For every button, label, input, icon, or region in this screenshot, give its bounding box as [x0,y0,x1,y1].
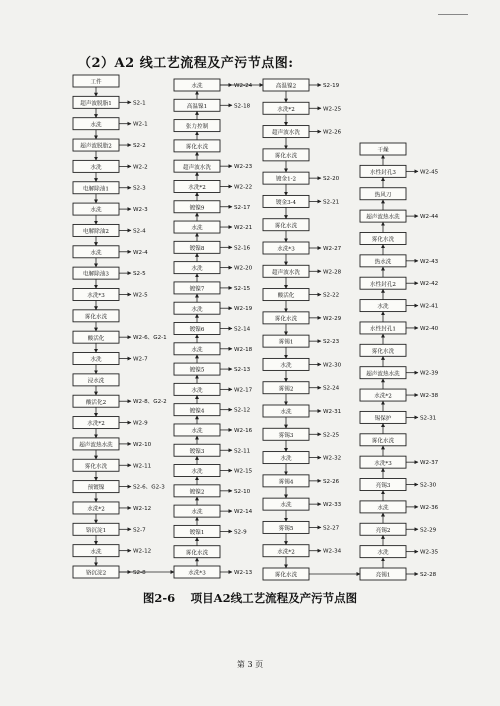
step-label: 水洗 [191,225,203,232]
step-label: 雾锡5 [278,526,294,533]
step-label: 雾化水洗 [84,463,108,470]
pollution-node-label: S2-25 [323,432,340,439]
step-label: 雾锡1 [278,339,294,346]
pollution-node-label: S2-17 [234,204,251,211]
process-step [263,312,309,324]
process-step [73,353,119,365]
pollution-node-label: W2-44 [420,214,439,221]
step-label: 水洗*2 [87,506,105,513]
step-label: 铬沉淀2 [85,570,107,577]
pollution-node-label: S2-26 [323,478,340,485]
process-step [73,545,119,557]
step-label: 干燥 [377,147,389,154]
process-step [174,343,220,355]
step-label: 超声波水洗 [183,164,211,171]
step-label: 水洗 [90,250,102,257]
process-step [174,465,220,477]
step-label: 雾化水洗 [274,153,298,160]
pollution-node-label: W2-1 [133,121,148,128]
step-label: 镀镍4 [189,408,205,415]
pollution-node-label: W2-43 [420,258,439,265]
pollution-node-label: W2-24 [234,83,253,89]
pollution-node-label: W2-25 [323,106,342,113]
process-step [360,210,406,222]
process-step [360,523,406,535]
step-label: 超声波脱脂1 [80,100,112,107]
step-label: 雾化水洗 [185,550,209,557]
step-label: 水洗*3 [188,570,206,577]
step-label: 张力控制 [185,124,209,131]
step-label: 水洗 [280,363,292,370]
pollution-node-label: W2-45 [420,169,439,176]
pollution-node-label: S2-10 [234,488,251,495]
process-step [360,389,406,401]
pollution-node-label: S2-16 [234,245,251,252]
step-label: 热风刀 [374,192,392,199]
step-label: 水洗 [377,304,389,311]
pollution-node-label: W2-34 [323,548,342,555]
process-step [174,221,220,233]
pollution-node-label: W2-14 [234,509,253,516]
step-label: 水洗 [90,207,102,214]
pollution-node-label: W2-38 [420,393,439,400]
process-step [174,546,220,558]
step-label: 水洗 [191,428,203,435]
process-step [73,459,119,471]
process-step [174,566,220,578]
pollution-node-label: W2-21 [234,225,253,232]
pollution-node-label: W2-13 [234,570,253,576]
pollution-node-label: S2-6、G2-3 [133,484,165,491]
process-step [360,300,406,312]
step-label: 亮锡3 [375,483,391,490]
step-label: 雾化水洗 [371,237,395,244]
process-step [263,79,309,91]
step-label: 镀镍2 [189,489,205,496]
process-step [360,165,406,177]
pollution-node-label: W2-8、G2-2 [133,399,167,406]
process-step [174,485,220,497]
step-label: 水洗*2 [277,106,295,113]
step-label: 亮锡1 [375,572,391,579]
process-step [73,224,119,236]
pollution-node-label: W2-17 [234,387,253,394]
step-label: 水洗*2 [277,549,295,556]
step-label: 雾化水洗 [185,144,209,151]
pollution-node-label: S2-8 [133,570,146,576]
pollution-node-label: S2-29 [420,527,437,534]
step-label: 浸水洗 [87,378,105,385]
pollution-node-label: W2-26 [323,129,342,136]
pollution-node-label: W2-10 [133,441,152,448]
step-label: 水洗*3 [87,293,105,300]
step-label: 超声波热水洗 [79,442,113,449]
process-step [174,505,220,517]
process-step [174,180,220,192]
process-step [263,498,309,510]
step-label: 预镀镍 [87,485,105,492]
pollution-node-label: S2-20 [323,176,340,183]
pollution-node-label: W2-5 [133,292,148,299]
process-step [360,434,406,446]
step-label: 水洗 [280,502,292,509]
process-step [263,195,309,207]
page-title: （2）A2 线工艺流程及产污节点图: [78,56,294,71]
step-label: 酸活化 [87,335,105,342]
step-label: 水洗 [191,469,203,476]
process-step [360,456,406,468]
pollution-node-label: S2-27 [323,525,340,532]
process-step [360,143,406,155]
process-step [73,139,119,151]
process-step [73,395,119,407]
step-label: 镀镍6 [189,327,205,334]
process-step [360,546,406,558]
process-step [263,428,309,440]
process-step [174,323,220,335]
pollution-node-label: W2-41 [420,303,439,310]
step-label: 雾化水洗 [274,223,298,230]
step-label: 热水洗 [374,259,392,266]
pollution-node-label: W2-40 [420,325,439,332]
process-step [174,282,220,294]
step-label: 工件 [90,79,102,86]
process-step [360,411,406,423]
process-step [174,404,220,416]
process-step [174,302,220,314]
process-step [73,438,119,450]
pollution-node-label: S2-1 [133,100,146,107]
step-label: 镀金3-4 [275,200,297,207]
step-label: 镀镍8 [189,245,205,252]
pollution-node-label: W2-37 [420,460,439,467]
step-label: 雾化水洗 [84,314,108,321]
pollution-node-label: W2-28 [323,269,342,276]
step-label: 水洗*2 [87,421,105,428]
step-label: 水洗 [191,347,203,354]
process-step [174,241,220,253]
pollution-node-label: S2-18 [234,103,251,110]
process-step [360,568,406,580]
pollution-node-label: S2-5 [133,271,146,278]
pollution-node-label: W2-15 [234,468,253,475]
step-label: 水洗*2 [374,393,392,400]
process-step [174,363,220,375]
step-label: 酸活化 [277,293,295,300]
step-label: 高温镍2 [275,83,297,90]
step-label: 水性封孔1 [370,326,396,333]
pollution-node-label: W2-31 [323,409,342,415]
step-label: 高温镍1 [186,103,208,110]
process-step [73,203,119,215]
step-label: 雾锡4 [278,479,294,486]
process-step [263,242,309,254]
process-step [73,523,119,535]
pollution-node-label: S2-15 [234,285,251,292]
process-step [174,79,220,91]
process-step [73,75,119,87]
step-label: 镀镍9 [189,205,205,212]
step-label: 水性封孔3 [370,169,396,176]
process-step [360,367,406,379]
pollution-node-label: S2-22 [323,292,340,299]
step-label: 亮锡2 [375,527,391,534]
figure-caption: 图2-6 项目A2线工艺流程及产污节点图 [142,591,358,605]
process-step [174,424,220,436]
pollution-node-label: S2-19 [323,83,340,89]
process-step [174,99,220,111]
pollution-node-label: W2-30 [323,362,342,369]
process-step [263,452,309,464]
step-label: 水洗 [90,357,102,364]
process-step [360,232,406,244]
process-step [174,160,220,172]
pollution-node-label: W2-33 [323,502,342,509]
process-step [73,182,119,194]
process-step [360,322,406,334]
step-label: 镀镍7 [189,286,205,293]
process-step [263,358,309,370]
pollution-node-label: W2-20 [234,265,253,272]
pollution-node-label: W2-32 [323,455,342,462]
pollution-node-label: W2-23 [234,164,253,171]
process-step [174,444,220,456]
process-step [360,501,406,513]
pollution-node-label: S2-23 [323,339,340,346]
process-step [263,149,309,161]
process-step [73,246,119,258]
process-step [263,521,309,533]
pollution-node-label: W2-12 [133,548,152,555]
process-step [263,219,309,231]
pollution-node-label: W2-2 [133,164,148,171]
process-step [174,120,220,132]
process-step [73,267,119,279]
step-label: 水洗*3 [374,460,392,467]
step-label: 超声波热水洗 [366,371,400,378]
pollution-node-label: S2-9 [234,529,247,536]
pollution-node-label: W2-7 [133,356,148,363]
pollution-node-label: W2-3 [133,207,148,214]
pollution-node-label: S2-31 [420,415,437,422]
step-label: 酸活化2 [85,399,107,406]
step-label: 镀镍5 [189,367,205,374]
step-label: 水洗*2 [188,185,206,192]
step-label: 水洗 [191,509,203,516]
process-step [174,201,220,213]
pollution-node-label: S2-3 [133,185,146,192]
process-step [73,288,119,300]
process-step [263,475,309,487]
step-label: 水洗 [90,122,102,129]
step-label: 水洗 [191,306,203,313]
step-label: 镀金1-2 [275,176,297,183]
pollution-node-label: W2-9 [133,420,148,427]
process-step [263,126,309,138]
process-step [73,160,119,172]
process-step [263,265,309,277]
process-step [263,405,309,417]
process-step [73,417,119,429]
process-step [73,566,119,578]
pollution-node-label: S2-11 [234,448,251,455]
process-step [263,289,309,301]
pollution-node-label: S2-2 [133,143,146,150]
pollution-node-label: S2-21 [323,199,340,206]
step-label: 雾化水洗 [274,572,298,579]
process-step [263,545,309,557]
process-step [174,383,220,395]
pollution-node-label: W2-4 [133,249,148,256]
pollution-node-label: W2-39 [420,370,439,377]
step-label: 水洗 [191,266,203,273]
process-step [73,118,119,130]
pollution-node-label: W2-12 [133,505,152,512]
process-step [73,331,119,343]
process-step [360,479,406,491]
step-label: 水洗 [280,409,292,416]
pollution-node-label: W2-35 [420,549,439,556]
step-label: 雾化水洗 [371,438,395,445]
process-step [360,255,406,267]
pollution-node-label: W2-29 [323,315,342,322]
process-step [263,172,309,184]
step-label: 水洗 [280,456,292,463]
step-label: 水洗 [90,164,102,171]
process-step [360,344,406,356]
process-step [263,102,309,114]
pollution-node-label: W2-6、G2-1 [133,335,167,342]
process-step [263,335,309,347]
pollution-node-label: S2-13 [234,367,251,374]
process-step [263,382,309,394]
process-step [174,262,220,274]
pollution-node-label: S2-7 [133,527,146,534]
step-label: 雾锡2 [278,386,294,393]
step-label: 水洗 [377,550,389,557]
process-step [263,568,309,580]
process-step [73,96,119,108]
step-label: 水洗*3 [277,246,295,253]
pollution-node-label: W2-42 [420,281,439,288]
step-label: 铬沉淀1 [85,527,107,534]
pollution-node-label: W2-19 [234,306,253,313]
process-step [73,310,119,322]
step-label: 水性封孔2 [370,281,396,288]
pollution-node-label: W2-18 [234,346,253,353]
step-label: 超声波水洗 [272,130,300,137]
step-label: 超声波热水洗 [366,214,400,221]
process-step [360,277,406,289]
pollution-node-label: W2-22 [234,184,253,191]
pollution-node-label: S2-24 [323,385,340,392]
pollution-node-label: W2-16 [234,427,253,434]
step-label: 镀镍1 [189,530,205,537]
process-step [174,525,220,537]
pollution-node-label: S2-28 [420,572,437,578]
step-label: 雾化水洗 [371,348,395,355]
page-number: 第 3 页 [236,660,264,669]
pollution-node-label: W2-27 [323,246,342,252]
step-label: 雾化水洗 [274,316,298,323]
step-label: 镀镍3 [189,448,205,455]
process-step [174,140,220,152]
step-label: 水洗 [90,549,102,556]
step-label: 电解除油2 [83,229,109,236]
pollution-node-label: W2-11 [133,463,152,470]
pollution-node-label: S2-14 [234,326,251,333]
step-label: 电解除油3 [83,271,109,278]
pollution-node-label: S2-30 [420,482,437,489]
step-label: 超声波水洗 [272,269,300,276]
step-label: 水洗 [191,83,203,90]
pollution-node-label: S2-12 [234,407,251,414]
step-label: 雾锡3 [278,432,294,439]
process-step [73,374,119,386]
pollution-node-label: S2-4 [133,228,146,235]
process-step [73,481,119,493]
process-step [73,502,119,514]
step-label: 锡保护 [374,416,392,423]
step-label: 水洗 [377,505,389,512]
step-label: 电解除油1 [83,186,109,193]
step-label: 超声波脱脂2 [80,143,112,150]
pollution-node-label: W2-36 [420,504,439,511]
step-label: 水洗 [191,387,203,394]
process-step [360,188,406,200]
